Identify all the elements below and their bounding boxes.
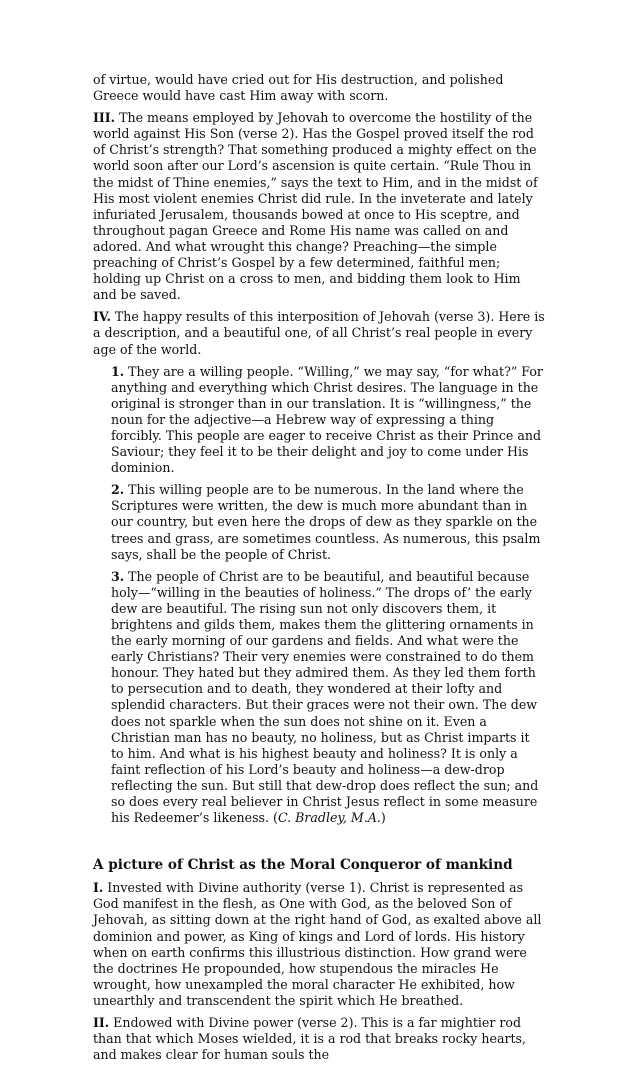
paragraph-2 (111, 482, 545, 562)
citation: C. Bradley, M.A. (277, 810, 381, 826)
section-number: 3. (111, 568, 125, 584)
paragraph-i (93, 880, 545, 1009)
document-page (93, 72, 545, 1069)
paragraph-text: The means employed by Jehovah to overcome the hostility of the world against His Son (verse 2). Has the Gospel proved itself the rod of Christ’s strength? That something produced a mighty effect on the world soon after our Lord’s ascension is quite certain. “Rule Thou in the midst of Thine enemies,” says the text to Him, and in the midst of His most violent enemies Christ did rule. In the inveterate and lately infuriated Jerusalem, thousands bowed at once to His sceptre, and throughout pagan Greece and Rome His name was called on and adored. And what wrought this change? Preaching—the simple preaching of Christ’s Gospel by a few determined, faithful men; holding up Christ on a cross to men, and bidding them look to Him and be saved. (93, 110, 538, 303)
section-number: III. (93, 110, 116, 126)
section-number: IV. (93, 309, 111, 325)
paragraph-text: The happy results of this interposition of Jehovah (verse 3). Here is a description, and a beautiful one, of all Christ’s real people in every age of the world. (93, 309, 545, 357)
paragraph-text: Endowed with Divine power (verse 2). This is a far mightier rod than that which Moses wielded, it is a rod that breaks rocky hearts, and makes clear for human souls the (93, 1014, 527, 1063)
section-heading: A picture of Christ as the Moral Conqueror of mankind (93, 857, 513, 874)
paragraph-iii (93, 110, 545, 303)
paragraph-text: of virtue, would have cried out for His destruction, and polished Greece would have cast Him away with scorn. (93, 72, 504, 104)
paragraph-ii (93, 1015, 545, 1063)
paragraph-iv (93, 309, 545, 357)
paragraph-3 (111, 569, 545, 827)
paragraph-text: They are a willing people. “Willing,” we may say, “for what?” For anything and everything which Christ desires. The language in the original is stronger than in our translation. It is “willingness,” the noun for the adjective—a Hebrew way of expressing a thing forcibly. This people are eager to receive Christ as their Prince and Saviour; they feel it to be their delight and joy to come under His dominion. (111, 363, 543, 476)
paragraph-text: Invested with Divine authority (verse 1). Christ is represented as God manifest in the flesh, as One with God, as the beloved Son of Jehovah, as sitting down at the right hand of God, as exalted above all dominion and power, as King of kings and Lord of lords. His history when on earth confirms this illustrious distinction. How grand were the doctrines He propounded, how stupendous the miracles He wrought, how unexampled the moral character He exhibited, how unearthly and transcendent the spirit which He breathed. (93, 880, 542, 1008)
section-number: II. (93, 1014, 110, 1030)
section-number: 2. (111, 482, 125, 498)
paragraph-continuation (93, 72, 545, 104)
citation-close: ) (380, 810, 386, 826)
section-number: I. (93, 880, 104, 896)
paragraph-1 (111, 364, 545, 477)
section-number: 1. (111, 363, 125, 379)
paragraph-text: The people of Christ are to be beautiful, and beautiful because holy—“willing in the beauties of holiness.” The drops of’ the early dew are beautiful. The rising sun not only discovers them, it brightens and gilds them, makes them the glittering ornaments in the early morning of our gardens and fields. And what were the early Christians? Their very enemies were constrained to do them honour. They hated but they admired them. As they led them forth to persecution and to death, they wondered at their lofty and splendid characters. But their graces were not their own. The dew does not sparkle when the sun does not shine on it. Even a Christian man has no beauty, no holiness, but as Christ imparts it to him. And what is his highest beauty and holiness? It is only a faint reflection of his Lord’s beauty and holiness—a dew-drop reflecting the sun. But still that dew-drop does reflect the sun; and so does every real believer in Christ Jesus reflect in some measure his Redeemer’s likeness. ( (111, 568, 539, 826)
paragraph-text: This willing people are to be numerous. In the land where the Scriptures were written, the dew is much more abundant than in our country, but even here the drops of dew as they sparkle on the trees and grass, are sometimes countless. As numerous, this psalm says, shall be the people of Christ. (111, 482, 541, 562)
